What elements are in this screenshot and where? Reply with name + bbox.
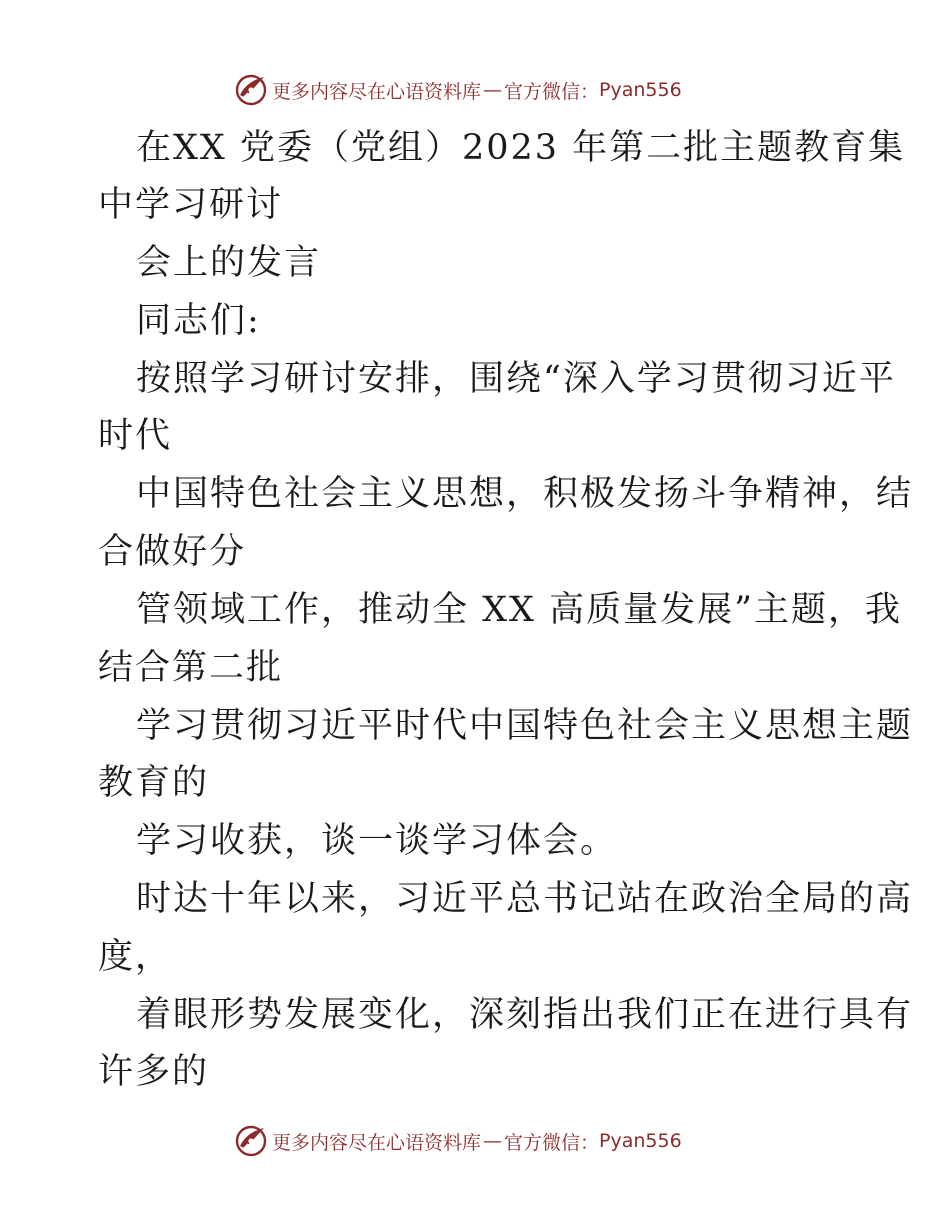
watermark-contact-label: 官方微信： [504, 80, 600, 103]
paragraph-line: 度， [98, 937, 173, 977]
watermark-contact-id: Pyan556 [599, 1130, 682, 1152]
paragraph-line: 时代 [98, 416, 173, 456]
paragraph-line: 学习贯彻习近平时代中国特色社会主义思想主题 [136, 706, 914, 746]
title-line-1: 在XX 党委（党组）2023 年第二批主题教育集 [136, 128, 906, 168]
paragraph-line: 按照学习研讨安排，围绕“深入学习贯彻习近平 [136, 359, 896, 399]
paragraph-line: 学习收获，谈一谈学习体会。 [136, 821, 618, 861]
header-watermark [234, 72, 682, 108]
footer-watermark [234, 1123, 682, 1159]
watermark-contact-label: 官方微信： [504, 1131, 600, 1154]
paragraph-line: 管领域工作，推动全 XX 高质量发展”主题，我 [136, 590, 902, 630]
title-line-2: 中学习研讨 [98, 185, 284, 225]
paragraph-line: 着眼形势发展变化，深刻指出我们正在进行具有 [136, 995, 914, 1035]
title-line-3: 会上的发言 [136, 243, 322, 283]
paragraph-line: 教育的 [98, 763, 210, 803]
paragraph-line: 结合第二批 [98, 648, 284, 688]
paragraph-line: 时达十年以来，习近平总书记站在政治全局的高 [136, 879, 914, 919]
feather-pen-icon [234, 73, 268, 107]
paragraph-line: 合做好分 [98, 532, 247, 572]
salutation: 同志们: [136, 301, 261, 341]
watermark-contact-id: Pyan556 [599, 79, 682, 101]
feather-pen-icon [234, 1124, 268, 1158]
paragraph-line: 许多的 [98, 1052, 210, 1092]
watermark-text: 更多内容尽在心语资料库 [272, 1131, 482, 1154]
watermark-dash: — [483, 1130, 503, 1152]
watermark-text: 更多内容尽在心语资料库 [272, 80, 482, 103]
watermark-dash: — [483, 79, 503, 101]
paragraph-line: 中国特色社会主义思想，积极发扬斗争精神，结 [136, 474, 914, 514]
